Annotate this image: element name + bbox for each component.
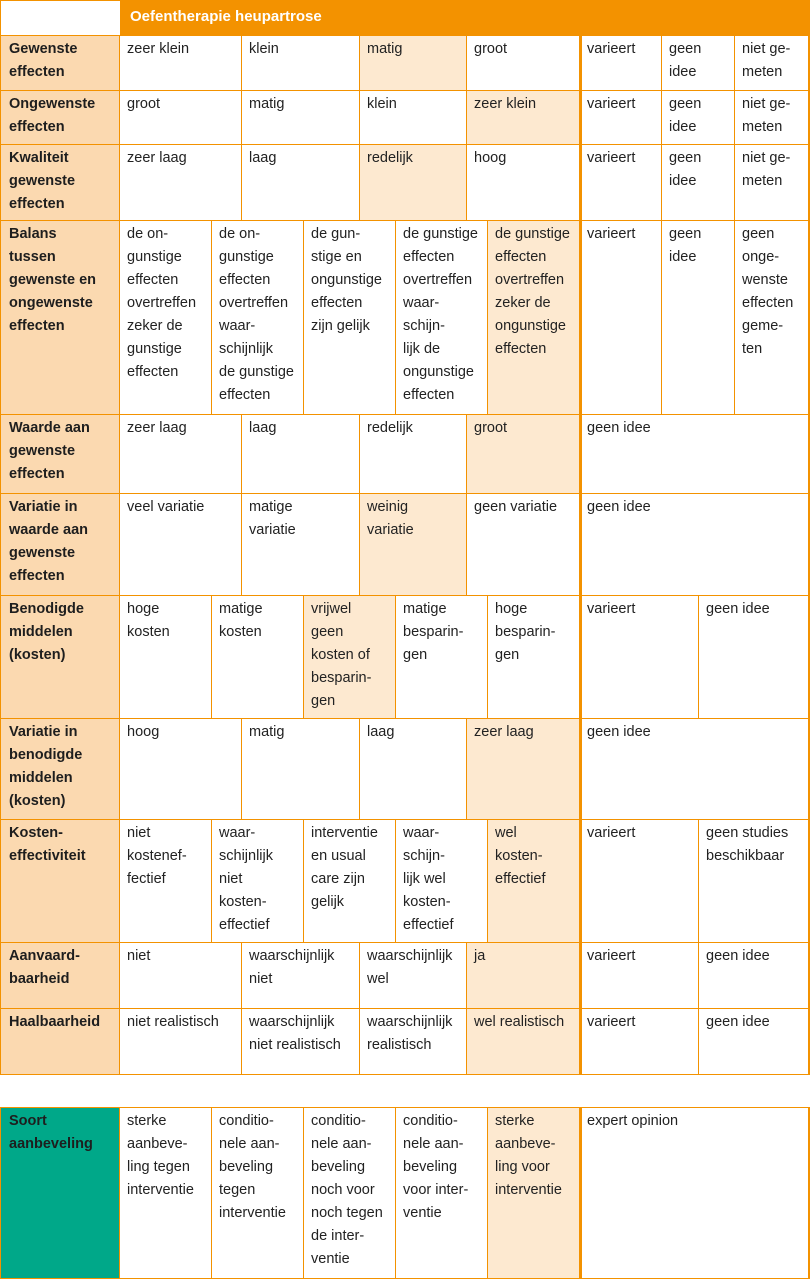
grid-line [0, 35, 809, 36]
option-cell: hoog [127, 724, 160, 740]
option-cell-selected: wel kosten- effectief [488, 819, 580, 942]
row-label: Haalbaarheid [0, 1008, 120, 1074]
grid-line [466, 35, 467, 90]
grid-line [0, 144, 809, 145]
grid-line [466, 493, 467, 595]
extra-option-cell: geen idee [706, 948, 770, 964]
grid-line [661, 90, 662, 144]
grid-line [0, 90, 809, 91]
extra-option-cell: geen idee [706, 601, 770, 617]
grid-line [303, 220, 304, 414]
recommendation-border-left [0, 1107, 1, 1279]
extra-option-cell: geen idee [587, 724, 651, 740]
option-cell-selected: redelijk [360, 144, 467, 220]
recommendation-border-right [808, 1107, 810, 1279]
extra-option-cell: geen idee [706, 1014, 770, 1030]
grid-line [0, 1074, 809, 1075]
table-border-top [0, 0, 809, 1]
option-cell: matig [249, 724, 285, 740]
grid-line [359, 144, 360, 220]
option-cell: groot [474, 41, 508, 57]
extra-option-cell: geen idee [587, 420, 651, 436]
recommendation-label: Soort aanbeveling [0, 1107, 120, 1278]
grid-line [359, 1008, 360, 1074]
option-cell: zeer laag [127, 150, 187, 166]
extra-option-cell: varieert [587, 948, 636, 964]
option-cell-selected: zeer klein [467, 90, 580, 144]
grid-line [359, 942, 360, 1008]
grid-line [661, 144, 662, 220]
grid-line [466, 1008, 467, 1074]
grid-line [241, 414, 242, 493]
grid-line [359, 493, 360, 595]
grid-line [734, 90, 735, 144]
row-label: Balans tussen gewenste en ongewenste effecten [0, 220, 120, 414]
option-cell: veel variatie [127, 499, 205, 515]
grid-line [395, 220, 396, 414]
grid-line [698, 942, 699, 1008]
option-cell: waarschijnlijk wel [367, 948, 453, 987]
grid-line [241, 144, 242, 220]
extra-option-cell: varieert [587, 825, 636, 841]
option-cell: de gunstige effecten overtreffen waar- schijn- lijk de ongunstige effecten [403, 226, 478, 403]
grid-line [0, 942, 809, 943]
option-cell: klein [367, 96, 397, 112]
option-cell-selected: de gunstige effecten overtreffen zeker de ongunstige effecten [488, 220, 580, 414]
extra-option-cell: varieert [587, 96, 636, 112]
grid-line [303, 819, 304, 942]
grid-line [487, 819, 488, 942]
recommendation-option: conditio- nele aan- beveling noch voor noch tegen de inter- ventie [311, 1113, 383, 1267]
table-border-left [0, 0, 1, 1075]
grid-line [661, 35, 662, 90]
option-cell: waarschijnlijk niet [249, 948, 335, 987]
extra-option-cell: geen idee [669, 226, 702, 265]
option-cell: waarschijnlijk realistisch [367, 1014, 453, 1053]
option-cell: matig [249, 96, 285, 112]
option-cell-selected: wel realistisch [467, 1008, 580, 1074]
grid-line [734, 220, 735, 414]
option-cell: hoge besparin- gen [495, 601, 556, 663]
row-label: Gewenste effecten [0, 35, 120, 90]
grid-line [0, 1008, 809, 1009]
option-cell-selected: weinig variatie [360, 493, 467, 595]
extra-option-cell: geen onge- wenste effecten geme- ten [742, 226, 794, 357]
grid-line [211, 819, 212, 942]
grid-line [359, 414, 360, 493]
label-column-border [119, 35, 120, 1074]
grid-line [0, 595, 809, 596]
option-cell-selected: matig [360, 35, 467, 90]
extra-option-cell: geen studies beschikbaar [706, 825, 789, 864]
grid-line [0, 220, 809, 221]
grid-line [466, 942, 467, 1008]
extra-option-cell: niet ge- meten [742, 41, 791, 80]
option-cell-selected: groot [467, 414, 580, 493]
recommendation-option: conditio- nele aan- beveling voor inter- ventie [403, 1113, 469, 1221]
option-cell: geen variatie [474, 499, 558, 515]
option-cell: klein [249, 41, 279, 57]
recommendation-border-bottom [0, 1278, 809, 1279]
grid-line [395, 595, 396, 718]
extra-option-cell: varieert [587, 1014, 636, 1030]
extra-option-cell: varieert [587, 601, 636, 617]
option-cell-selected: zeer laag [467, 718, 580, 819]
recommendation-separator [579, 1107, 582, 1278]
table-border-right [808, 0, 810, 1075]
option-cell: interventie en usual care zijn gelijk [311, 825, 378, 910]
grid-line [211, 595, 212, 718]
grid-line [0, 493, 809, 494]
grid-line [119, 1107, 120, 1278]
option-cell: niet realistisch [127, 1014, 219, 1030]
option-cell: de on- gunstige effecten overtreffen waar- schijnlijk de gunstige effecten [219, 226, 294, 403]
option-cell: waar- schijnlijk niet kosten- effectief [219, 825, 273, 933]
option-cell: hoge kosten [127, 601, 170, 640]
recommendation-option: sterke aanbeve- ling tegen interventie [127, 1113, 194, 1198]
option-cell: zeer klein [127, 41, 190, 57]
extra-option-cell: geen idee [669, 150, 702, 189]
option-cell: redelijk [367, 420, 413, 436]
row-label: Ongewenste effecten [0, 90, 120, 144]
extra-option-cell: niet ge- meten [742, 150, 791, 189]
grid-line [303, 595, 304, 718]
extra-option-cell: geen idee [587, 499, 651, 515]
option-cell: waarschijnlijk niet realistisch [249, 1014, 341, 1053]
grid-line [211, 1107, 212, 1278]
grid-line [734, 35, 735, 90]
grid-line [487, 220, 488, 414]
grid-line [487, 595, 488, 718]
extra-option-cell: geen idee [669, 41, 702, 80]
recommendation-option-selected: sterke aanbeve- ling voor interventie [488, 1107, 580, 1278]
option-cell-selected: ja [467, 942, 580, 1008]
grid-line [0, 414, 809, 415]
extra-option-cell: varieert [587, 150, 636, 166]
option-cell: de on- gunstige effecten overtreffen zeker de gunstige effecten [127, 226, 197, 380]
grid-line [395, 819, 396, 942]
extra-option-cell: niet ge- meten [742, 96, 791, 135]
row-label: Kosten- effectiviteit [0, 819, 120, 942]
option-cell: matige kosten [219, 601, 263, 640]
grid-line [241, 1008, 242, 1074]
row-label: Variatie in waarde aan gewenste effecten [0, 493, 120, 595]
grid-line [0, 819, 809, 820]
grid-line [466, 718, 467, 819]
grid-line [211, 220, 212, 414]
option-cell: matige variatie [249, 499, 296, 538]
option-cell: de gun- stige en ongunstige effecten zijn gelijk [311, 226, 382, 334]
option-cell: laag [249, 420, 277, 436]
extra-option-cell: varieert [587, 226, 636, 242]
grid-line [359, 35, 360, 90]
grid-line [466, 414, 467, 493]
grid-line [698, 819, 699, 942]
grid-line [0, 718, 809, 719]
option-cell: niet kostenef- fectief [127, 825, 187, 887]
option-cell: groot [127, 96, 161, 112]
row-label: Aanvaard- baarheid [0, 942, 120, 1008]
row-label: Kwaliteit gewenste effecten [0, 144, 120, 220]
option-cell: matige besparin- gen [403, 601, 464, 663]
extra-option-cell: geen idee [669, 96, 702, 135]
section-separator [579, 35, 582, 1074]
option-cell: hoog [474, 150, 507, 166]
grid-line [698, 595, 699, 718]
grid-line [359, 718, 360, 819]
recommendation-border-top [0, 1107, 809, 1108]
grid-line [734, 144, 735, 220]
grid-line [303, 1107, 304, 1278]
grid-line [466, 90, 467, 144]
row-label: Benodigde middelen (kosten) [0, 595, 120, 718]
grid-line [466, 144, 467, 220]
grid-line [241, 493, 242, 595]
row-label: Variatie in benodigde middelen (kosten) [0, 718, 120, 819]
grid-line [241, 718, 242, 819]
extra-option-cell: varieert [587, 41, 636, 57]
grid-line [241, 942, 242, 1008]
option-cell: waar- schijn- lijk wel kosten- effectief [403, 825, 454, 933]
grid-line [241, 35, 242, 90]
recommendation-extra: expert opinion [587, 1113, 679, 1129]
recommendation-option: conditio- nele aan- beveling tegen interventie [219, 1113, 286, 1221]
option-cell: laag [367, 724, 395, 740]
grid-line [241, 90, 242, 144]
table-title: Oefentherapie heupartrose [120, 0, 809, 35]
grid-line [395, 1107, 396, 1278]
grid-line [487, 1107, 488, 1278]
option-cell-selected: vrijwel geen kosten of besparin- gen [304, 595, 396, 718]
option-cell: niet [127, 948, 151, 964]
grid-line [359, 90, 360, 144]
grid-line [698, 1008, 699, 1074]
option-cell: laag [249, 150, 277, 166]
row-label: Waarde aan gewenste effecten [0, 414, 120, 493]
grid-line [661, 220, 662, 414]
option-cell: zeer laag [127, 420, 187, 436]
